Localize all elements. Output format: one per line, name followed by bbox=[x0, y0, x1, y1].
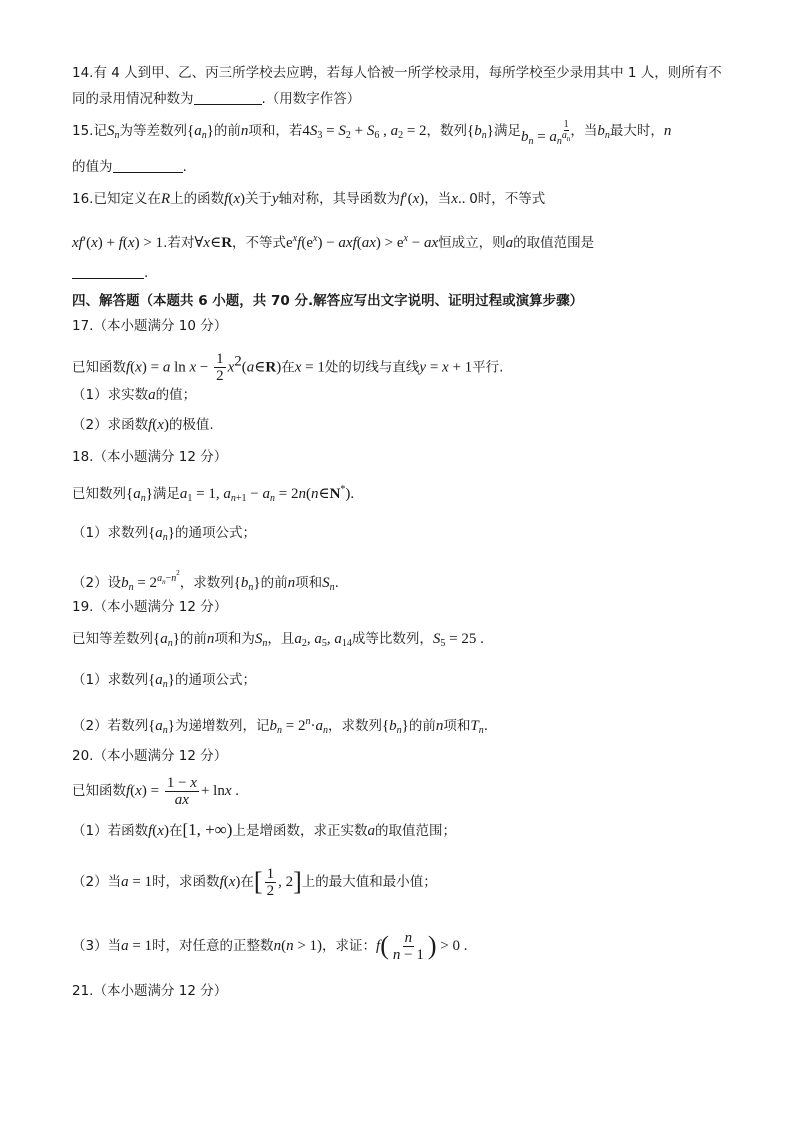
q18-part2: （2）设$b_n = 2^{a_n-n^2}$，求数列$\{b_n\}$的前n项和$S_n$. bbox=[72, 569, 339, 593]
q18-head: 18.（本小题满分 12 分） bbox=[72, 449, 228, 465]
q17-part2: （2）求函数f(x)的极值. bbox=[72, 417, 214, 433]
q20-head: 20.（本小题满分 12 分） bbox=[72, 748, 228, 764]
q16-line3: . bbox=[72, 263, 148, 283]
q16-line1: 16.已知定义在R上的函数f(x)关于y轴对称，其导函数为f′(x)，当x.. 0时，不等式 bbox=[72, 191, 546, 207]
q14-line1: 14.有 4 人到甲、乙、丙三所学校去应聘，若每人恰被一所学校录用，每所学校至少录用其中 1 人，则所有不 bbox=[72, 65, 722, 81]
q19-part2: （2）若数列$\{a_n\}$为递增数列，记$b_n = 2^n\cdot a_n$，求数列$\{b_n\}$的前n项和$T_n$. bbox=[72, 716, 489, 736]
q20-part3: （3）当a = 1时，对任意的正整数n(n > 1)，求证：f( $\frac{n}{n - 1}$ ) > 0 . bbox=[72, 929, 468, 963]
q21-head: 21.（本小题满分 12 分） bbox=[72, 983, 228, 999]
q17-head: 17.（本小题满分 10 分） bbox=[72, 318, 228, 334]
q20-part1: （1）若函数f(x)在[1, +∞)上是增函数，求正实数a的取值范围； bbox=[72, 820, 456, 839]
q14-line2: 同的录用情况种数为 .（用数字作答） bbox=[72, 91, 361, 107]
answer-blank-16[interactable] bbox=[72, 264, 144, 279]
answer-blank-15[interactable] bbox=[113, 158, 183, 173]
q17-stem: 已知函数f(x) = a ln x − $\frac{1}{2}$ $x^2(a\in R)$在x = 1处的切线与直线y = x + 1平行. bbox=[72, 351, 504, 384]
q20-part2: （2）当a = 1时，求函数f(x)在[ $\frac{1}{2}$ , 2]上的最大值和最小值； bbox=[72, 865, 437, 899]
q15-line2: 的值为 . bbox=[72, 159, 187, 175]
q19-part1: （1）求数列$\{a_n\}$的通项公式； bbox=[72, 672, 256, 690]
answer-blank-14[interactable] bbox=[194, 90, 262, 105]
section-heading: 四、解答题（本题共 6 小题，共 70 分.解答应写出文字说明、证明过程或演算步骤） bbox=[72, 293, 584, 309]
q17-part1: （1）求实数a的值； bbox=[72, 387, 197, 403]
q18-part1: （1）求数列$\{a_n\}$的通项公式； bbox=[72, 525, 256, 543]
q19-stem: 已知等差数列$\{a_n\}$的前n项和为$S_n$，且$a_2$, $a_5$, $a_{14}$成等比数列，$S_5 = 25$ . bbox=[72, 631, 484, 649]
q19-head: 19.（本小题满分 12 分） bbox=[72, 599, 228, 615]
q18-stem: 已知数列$\{a_n\}$满足$a_1 = 1$, $a_{n+1} - a_n$ = 2n(n∈N*). bbox=[72, 484, 355, 504]
q16-line2: xf′(x) + f(x) > 1.若对∀x∈R，不等式$e^xf(e^x) - axf(ax) > e^x$ − ax恒成立，则a的取值范围是 bbox=[72, 233, 595, 251]
q15-line1: 15.记$S_n$为等差数列$\{a_n\}$的前n项和，若$4S_3 = S_2 + S_6$ , $a_2 = 2$，数列$\{b_n\}$满足$b_n = a_n$ $^{\frac{1}{a_n}}$ ，当$b_n$最大时，n bbox=[72, 119, 672, 147]
q20-stem: 已知函数f(x) = $\frac{1 - x}{ax}$ + lnx . bbox=[72, 774, 240, 808]
